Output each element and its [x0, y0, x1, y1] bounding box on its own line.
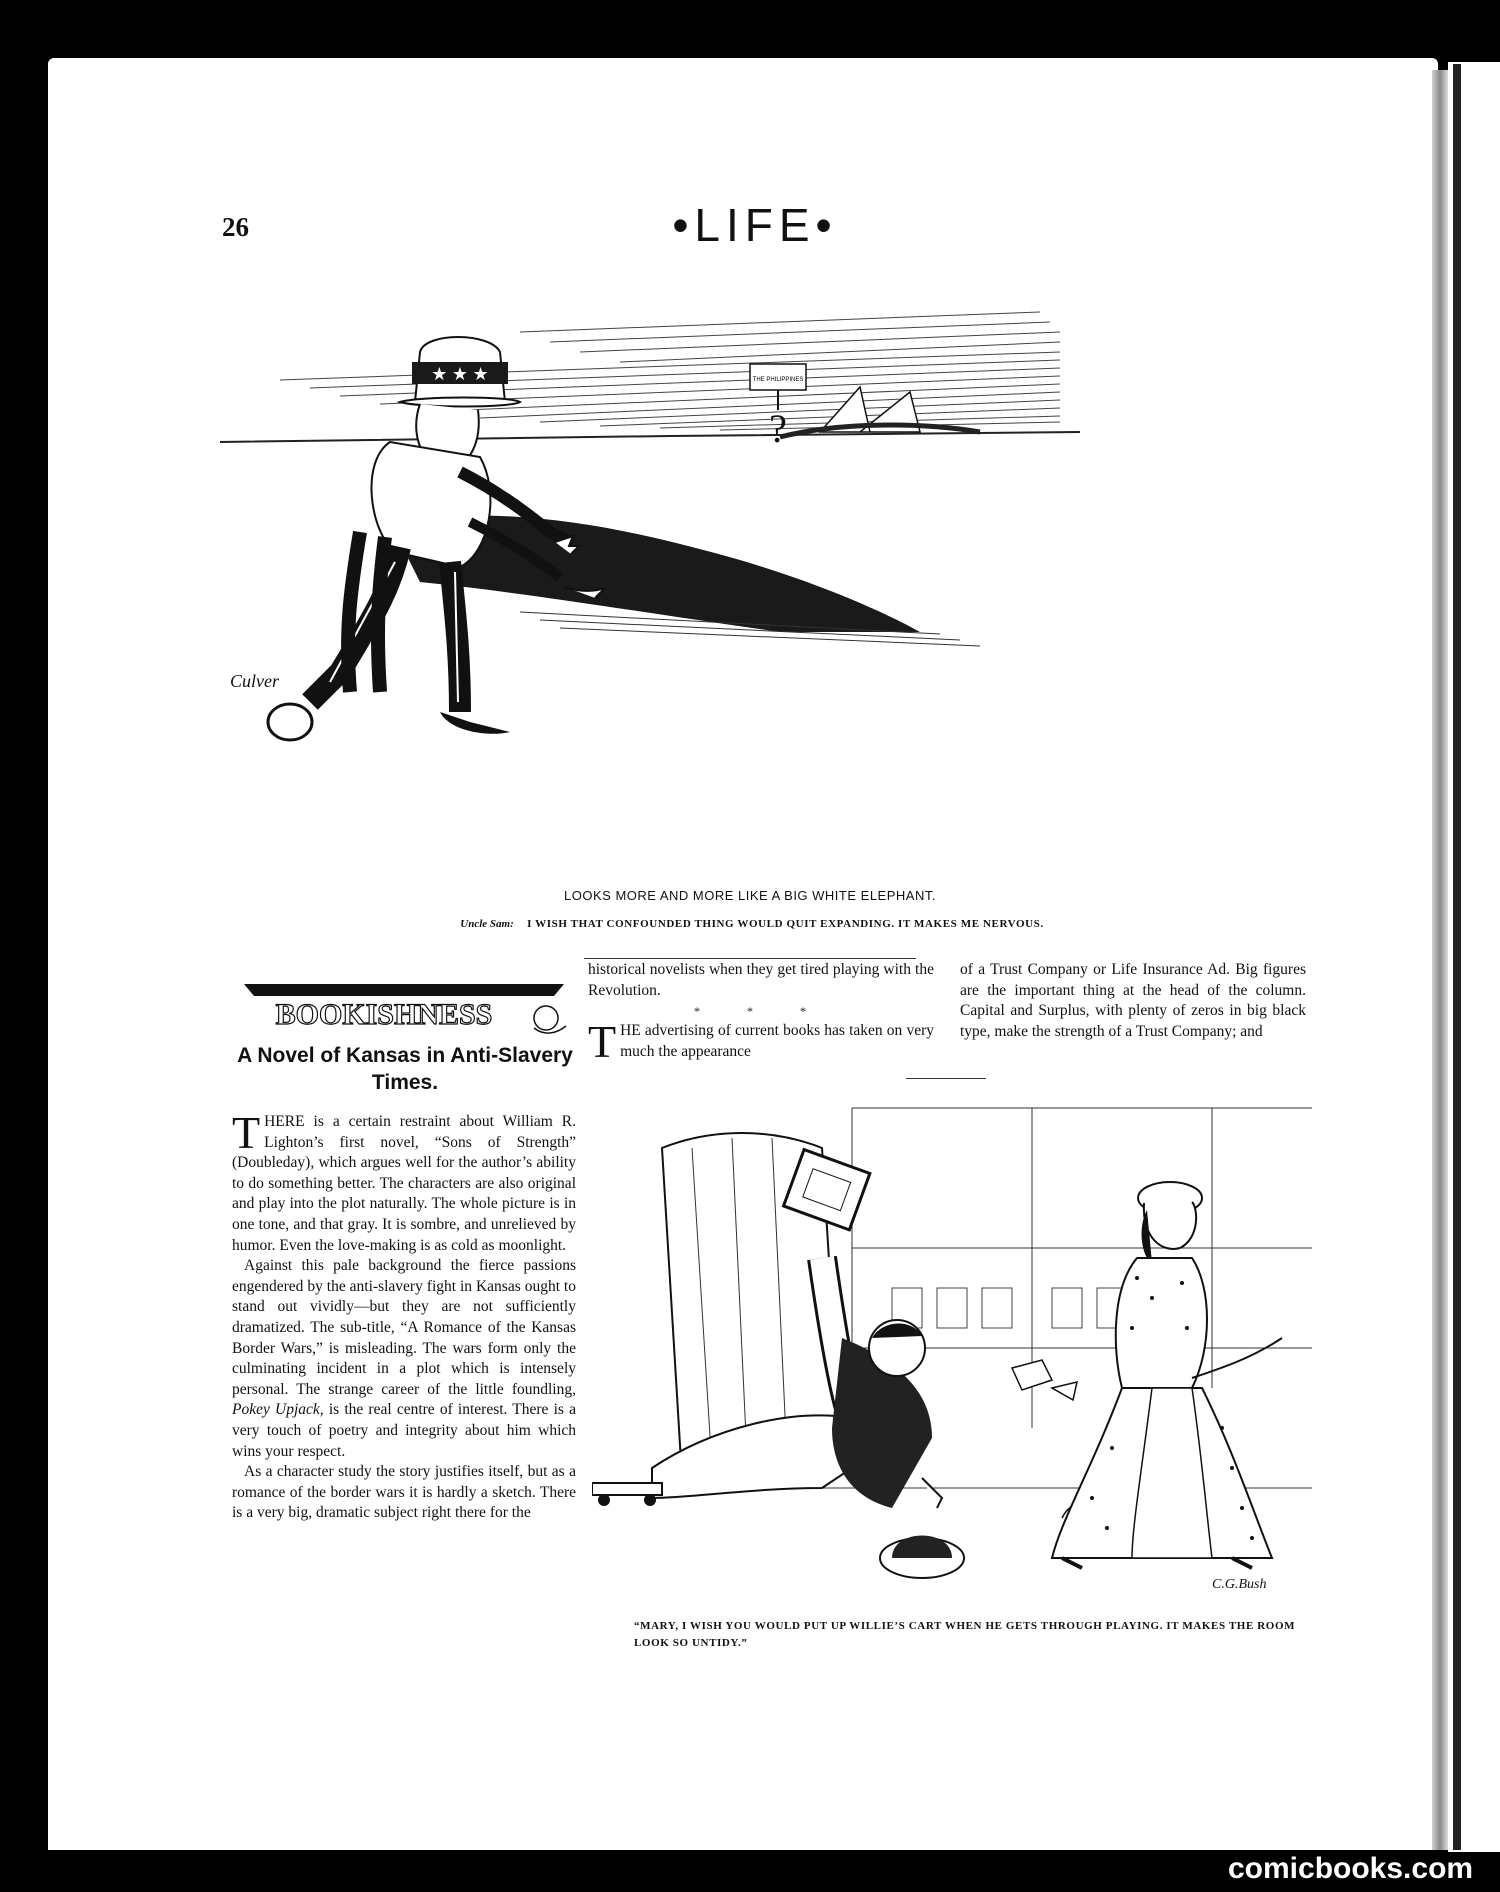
maid-figure	[1052, 1182, 1282, 1568]
artist-signature-2: C.G.Bush	[1212, 1577, 1267, 1592]
paragraph-3-1: of a Trust Company or Life Insurance Ad. Big figures are the important thing at the head of the column. Capital and Surplus, with plenty of zeros in big black type, make the strength of a Trust Company; and	[960, 961, 1306, 1040]
page-number: 26	[222, 212, 249, 242]
dropcap: T	[232, 1107, 261, 1158]
svg-text:★ ★ ★: ★ ★ ★	[431, 364, 489, 384]
section-stars: * * *	[694, 1004, 828, 1019]
paragraph-2-end: is the real centre of interest. There is a very touch of poetry and integrity about him which wins your respect.	[232, 1401, 576, 1460]
article-column-2	[588, 960, 934, 1068]
paragraph-2: Against this pale background the fierce passions engendered by the anti-slavery fight in Kansas ought to stand out vividly—but they are not sufficiently dramatized. The sub-title, “A Romance of the Kansas Border Wars,” is misleading. The wars form only the culminating incident in a plot which is intensely personal. The strange career of the little foundling,	[232, 1257, 576, 1398]
svg-text:THE PHILIPPINES: THE PHILIPPINES	[752, 377, 804, 383]
paragraph-2-1: historical novelists when they get tired playing with the Revolution.	[588, 961, 934, 999]
site-watermark: comicbooks.com	[1228, 1852, 1474, 1885]
toy-cart	[592, 1483, 662, 1506]
philippines-sign	[750, 364, 980, 451]
novel-character: Pokey Upjack,	[232, 1401, 324, 1419]
page-edge	[1432, 70, 1448, 1850]
cartoon2-caption: “MARY, I WISH YOU WOULD PUT UP WILLIE’S CART WHEN HE GETS THROUGH PLAYING. IT MAKES THE ROOM LOOK SO UNTIDY.”	[634, 1620, 1296, 1649]
uncle-sam-cartoon	[220, 292, 1080, 882]
cartoon1-title: LOOKS MORE AND MORE LIKE A BIG WHITE ELEPHANT.	[564, 888, 936, 903]
caption-quote: I WISH THAT CONFOUNDED THING WOULD QUIT EXPANDING. IT MAKES ME NERVOUS.	[527, 918, 1044, 930]
caption-speaker: Uncle Sam:	[460, 918, 514, 930]
cartoon1-caption	[352, 918, 1152, 930]
article-column-3	[960, 960, 1306, 1042]
bookishness-banner	[234, 976, 574, 1036]
article-headline: A Novel of Kansas in Anti-Slavery Times.	[237, 1044, 573, 1094]
artist-signature: Culver	[230, 671, 279, 691]
nursery-cartoon	[592, 1088, 1312, 1608]
paragraph-3: As a character study the story justifies itself, but as a romance of the border wars it is hardly a sketch. There is a very big, dramatic subject right there for the	[232, 1463, 576, 1522]
paragraph-2-2: HE advertising of current books has taken on very much the appearance	[620, 1022, 934, 1060]
uncle-sam-figure	[268, 337, 605, 740]
page-gutter	[1453, 64, 1461, 1850]
section-divider	[584, 958, 916, 959]
dropcap-2: T	[588, 1016, 617, 1068]
svg-text:?: ?	[769, 406, 787, 451]
top-hat	[880, 1536, 964, 1579]
paragraph-1: HERE is a certain restraint about William R. Lighton’s first novel, “Sons of Strength” (Doubleday), which argues well for the author’s ability to do something better. The characters are also original and play into the plot naturally. The whole picture is in one tone, and that gray. It is sombre, and unrelieved by humor. Even the love-making is as cold as moonlight.	[232, 1113, 576, 1254]
article-column-1	[232, 1107, 576, 1524]
section-divider-right	[906, 1078, 986, 1079]
masthead-title: •LIFE•	[672, 199, 838, 251]
svg-text:BOOKISHNESS: BOOKISHNESS	[275, 998, 493, 1031]
sky-hatching	[280, 312, 1060, 430]
